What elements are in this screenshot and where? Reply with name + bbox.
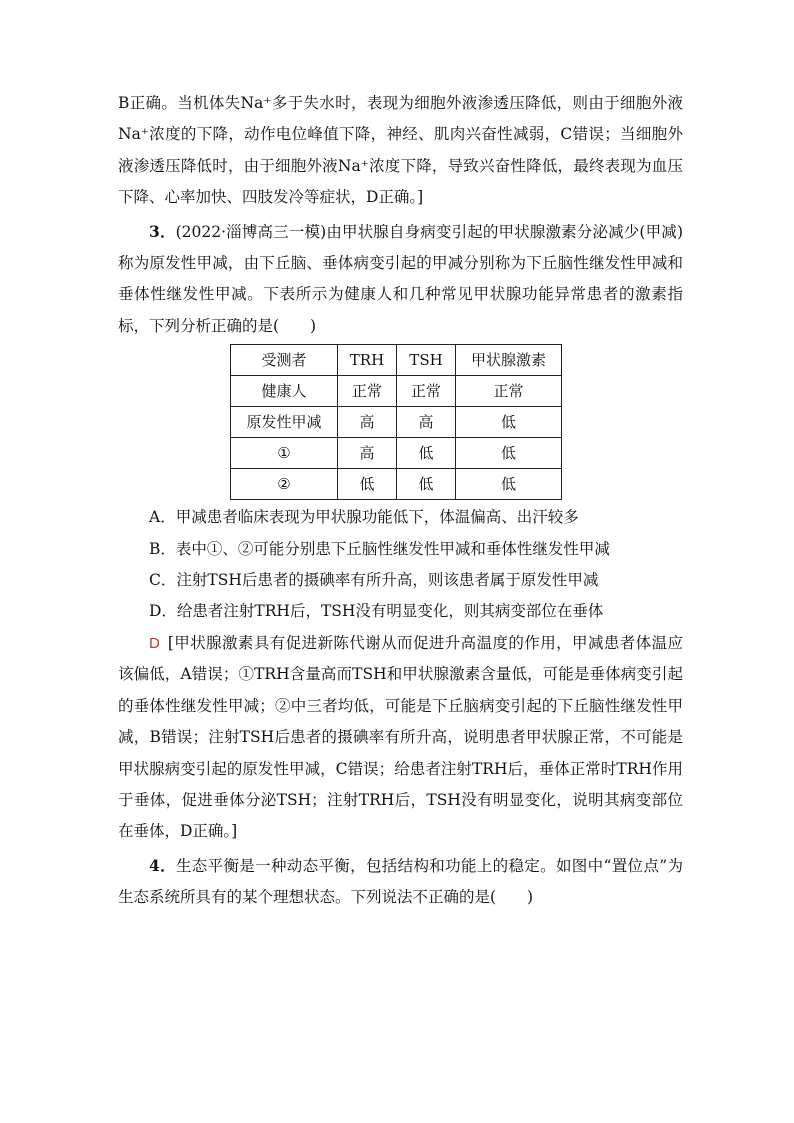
table-cell: 正常 [397, 376, 456, 407]
table-cell: 低 [456, 438, 562, 469]
question-3-stem [118, 216, 683, 343]
table-header-cell: 甲状腺激素 [456, 345, 562, 376]
question-3-number: 3． [149, 221, 176, 241]
table-cell: 高 [397, 407, 456, 438]
table-cell: 高 [338, 407, 397, 438]
document-page [118, 88, 683, 914]
option-b: B．表中①、②可能分别患下丘脑性继发性甲减和垂体性继发性甲减 [149, 539, 610, 558]
answer-explanation [118, 628, 683, 848]
table-header-cell: 受测者 [231, 345, 338, 376]
question-3-text: (2022·淄博高三一模)由甲状腺自身病变引起的甲状腺激素分泌减少(甲减)称为原发性甲减，由下丘脑、垂体病变引起的甲减分别称为下丘脑性继发性甲减和垂体性继发性甲减。下表所示为健康人和几种常见甲状腺功能异常患者的激素指标，下列分析正确的是( ) [118, 222, 683, 335]
table-row [231, 438, 562, 469]
table-cell: 原发性甲减 [231, 407, 338, 438]
answer-letter: D [149, 634, 160, 652]
table-cell: 低 [456, 407, 562, 438]
table-cell: 低 [456, 469, 562, 500]
option-d: D．给患者注射TRH后，TSH没有明显变化，则其病变部位在垂体 [149, 602, 604, 621]
table-cell: 低 [397, 469, 456, 500]
answer-options [118, 502, 683, 628]
question-4-text: 生态平衡是一种动态平衡，包括结构和功能上的稳定。如图中“置位点”为生态系统所具有的某个理想状态。下列说法不正确的是( ) [118, 856, 683, 907]
table-row [231, 407, 562, 438]
table-row [231, 469, 562, 500]
intro-paragraph: B正确。当机体失Na⁺多于失水时，表现为细胞外液渗透压降低，则由于细胞外液Na⁺浓度的下降，动作电位峰值下降，神经、肌肉兴奋性减弱，C错误；当细胞外液渗透压降低时，由于细胞外液Na⁺浓度下降，导致兴奋性降低，最终表现为血压下降、心率加快、四肢发冷等症状，D正确。] [118, 94, 683, 207]
table-cell: 正常 [456, 376, 562, 407]
table-cell: ② [231, 469, 338, 500]
hormone-table [230, 344, 562, 500]
table-cell: 低 [338, 469, 397, 500]
table-cell: 低 [397, 438, 456, 469]
table-row [231, 376, 562, 407]
explanation-text: [甲状腺激素具有促进新陈代谢从而促进升高温度的作用，甲减患者体温应该偏低，A错误；①TRH含量高而TSH和甲状腺激素含量低，可能是垂体病变引起的垂体性继发性甲减；②中三者均低，可能是下丘脑病变引起的下丘脑性继发性甲减，B错误；注射TSH后患者的摄碘率有所升高，说明患者甲状腺正常，不可能是甲状腺病变引起的原发性甲减，C错误；给患者注射TRH后，垂体正常时TRH作用于垂体，促进垂体分泌TSH；注射TRH后，TSH没有明显变化，说明其病变部位在垂体，D正确。] [118, 633, 683, 841]
option-a: A．甲减患者临床表现为甲状腺功能低下，体温偏高、出汗较多 [149, 508, 579, 527]
question-4-number: 4． [149, 855, 176, 875]
table-cell: ① [231, 438, 338, 469]
table-header-cell: TSH [397, 345, 456, 376]
table-header-cell: TRH [338, 345, 397, 376]
option-c: C．注射TSH后患者的摄碘率有所升高，则该患者属于原发性甲减 [149, 571, 599, 590]
table-cell: 健康人 [231, 376, 338, 407]
question-4-stem [118, 850, 683, 914]
table-cell: 正常 [338, 376, 397, 407]
table-header-row [231, 345, 562, 376]
table-cell: 高 [338, 438, 397, 469]
